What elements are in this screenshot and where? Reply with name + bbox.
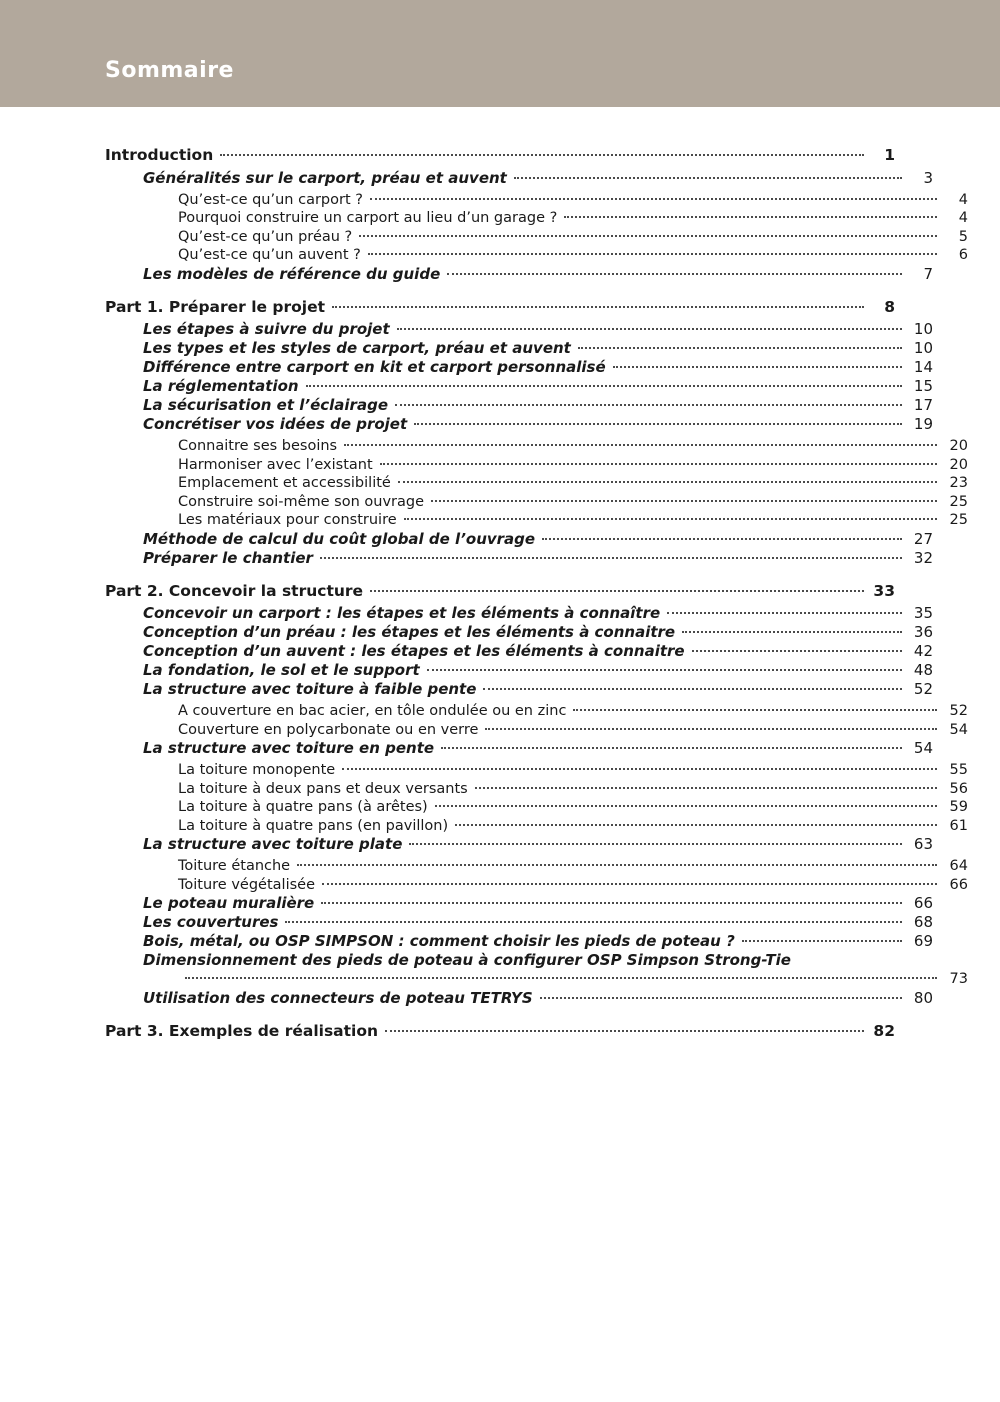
toc-leader-dots [682, 630, 902, 633]
toc-entry[interactable] [105, 859, 968, 874]
toc-entry-label: Toiture étanche [178, 858, 291, 874]
toc-entry-page-number: 8 [884, 297, 895, 316]
toc-entry-label: Concrétiser vos idées de projet [143, 415, 408, 433]
toc-entry[interactable] [105, 704, 968, 719]
toc-entry-label: Introduction [105, 146, 214, 164]
toc-entry-page-number: 69 [913, 932, 933, 950]
toc-leader-dots [398, 480, 937, 483]
toc-entry-page-number: 25 [949, 493, 968, 510]
toc-leader-dots [342, 767, 937, 770]
toc-entry[interactable] [105, 723, 968, 738]
toc-entry-page-number: 17 [913, 396, 933, 414]
toc-entry-page-number: 73 [949, 971, 968, 987]
toc-entry-label: Emplacement et accessibilité [178, 475, 391, 491]
toc-entry-page-number: 52 [949, 703, 968, 719]
toc-entry-page-number: 20 [949, 456, 968, 473]
toc-entry[interactable] [105, 837, 933, 852]
toc-entry-page-number: 66 [949, 876, 968, 893]
toc-entry[interactable] [105, 211, 968, 226]
toc-entry-page-number: 23 [949, 475, 968, 491]
toc-entry[interactable] [105, 741, 933, 756]
toc-leader-dots [370, 589, 864, 592]
toc-entry[interactable] [105, 915, 933, 930]
toc-leader-dots [578, 346, 902, 349]
toc-entry[interactable] [105, 398, 933, 413]
toc-leader-dots [385, 1029, 864, 1032]
toc-entry-label: Les modèles de référence du guide [143, 264, 441, 283]
toc-entry-label: A couverture en bac acier, en tôle ondulée ou en zinc [178, 703, 567, 719]
toc-entry-label: Qu’est-ce qu’un préau ? [178, 228, 353, 245]
toc-leader-dots [483, 687, 902, 690]
toc-entry[interactable] [105, 878, 968, 893]
toc-entry-label: Les étapes à suivre du projet [143, 320, 390, 338]
toc-entry-page-number: 33 [873, 581, 895, 600]
toc-entry-page-number: 66 [913, 894, 933, 912]
toc-leader-dots [514, 176, 902, 179]
toc-entry-label: Les matériaux pour construire [178, 512, 397, 528]
toc-entry-label: Connaitre ses besoins [178, 438, 338, 454]
toc-leader-dots [414, 422, 902, 425]
toc-entry-label: Différence entre carport en kit et carport personnalisé [143, 358, 606, 376]
toc-leader-dots [320, 556, 902, 559]
table-of-contents [105, 146, 968, 1040]
toc-entry[interactable] [105, 168, 933, 187]
toc-entry-page-number: 68 [913, 913, 933, 931]
toc-leader-dots [368, 252, 937, 255]
toc-entry-page-number: 20 [949, 438, 968, 454]
toc-leader-dots [431, 499, 937, 502]
toc-entry[interactable] [105, 379, 933, 394]
toc-entry-label: Qu’est-ce qu’un auvent ? [178, 247, 361, 263]
toc-entry[interactable] [105, 341, 933, 356]
toc-leader-dots [332, 305, 864, 308]
toc-entry-page-number: 35 [913, 604, 933, 622]
toc-leader-dots [564, 215, 937, 218]
toc-entry-label: La réglementation [143, 377, 299, 395]
toc-leader-dots [573, 708, 937, 711]
toc-leader-dots [441, 746, 902, 749]
toc-entry-page-number: 4 [958, 210, 968, 226]
toc-entry[interactable] [105, 782, 968, 797]
toc-entry[interactable] [105, 953, 933, 968]
toc-leader-dots [321, 901, 902, 904]
header-band [0, 0, 1000, 107]
toc-leader-dots [447, 272, 902, 275]
toc-entry-label: Part 2. Concevoir la structure [105, 581, 364, 600]
toc-entry-label: Conception d’un auvent : les étapes et les éléments à connaitre [143, 642, 685, 660]
toc-entry-label: Le poteau muralière [143, 894, 315, 912]
toc-entry[interactable] [105, 264, 933, 283]
toc-entry-label: Concevoir un carport : les étapes et les éléments à connaître [143, 604, 661, 622]
toc-entry-label: Conception d’un préau : les étapes et les éléments à connaitre [143, 623, 676, 641]
toc-entry[interactable] [105, 476, 968, 491]
toc-leader-dots [297, 863, 937, 866]
toc-entry-label: Les couvertures [143, 913, 279, 931]
toc-entry-label: Préparer le chantier [143, 548, 313, 567]
toc-entry-label: Bois, métal, ou OSP SIMPSON : comment choisir les pieds de poteau ? [143, 932, 735, 950]
toc-leader-dots [540, 996, 902, 999]
toc-entry[interactable] [105, 248, 968, 263]
toc-entry-label: Qu’est-ce qu’un carport ? [178, 191, 363, 208]
toc-leader-dots [667, 611, 902, 614]
toc-entry-label: Couverture en polycarbonate ou en verre [178, 721, 479, 738]
toc-entry-label: La toiture à quatre pans (à arêtes) [178, 799, 428, 815]
toc-leader-dots [404, 517, 937, 520]
toc-entry-page-number: 25 [949, 512, 968, 528]
toc-entry[interactable] [105, 644, 933, 659]
toc-entry-page-number: 14 [913, 358, 933, 376]
toc-entry-page-number: 64 [949, 858, 968, 874]
toc-entry-page-number: 6 [958, 247, 968, 263]
toc-entry-page-number: 54 [949, 721, 968, 738]
toc-entry[interactable] [105, 1021, 895, 1040]
page-title: Sommaire [105, 58, 234, 83]
toc-entry[interactable] [105, 360, 933, 375]
toc-entry-label: La sécurisation et l’éclairage [143, 396, 388, 414]
toc-entry[interactable] [105, 896, 933, 911]
toc-entry-page-number: 36 [913, 623, 933, 641]
toc-entry[interactable] [105, 663, 933, 678]
toc-entry[interactable] [105, 548, 933, 567]
toc-entry-page-number: 52 [913, 680, 933, 698]
toc-entry-label: La structure avec toiture en pente [143, 739, 435, 757]
toc-leader-dots [542, 537, 902, 540]
toc-entry-page-number: 56 [949, 780, 968, 797]
toc-entry-label: Dimensionnement des pieds de poteau à configurer OSP Simpson Strong-Tie [143, 951, 791, 969]
toc-entry[interactable] [105, 513, 968, 528]
toc-entry[interactable] [105, 495, 968, 510]
toc-entry[interactable] [105, 297, 895, 316]
toc-entry-page-number: 59 [949, 799, 968, 815]
toc-entry-page-number: 10 [913, 320, 933, 338]
toc-entry-page-number: 63 [913, 835, 933, 853]
toc-entry-label: Pourquoi construire un carport au lieu d’un garage ? [178, 210, 558, 226]
toc-entry-page-number: 5 [958, 228, 968, 245]
toc-entry[interactable] [105, 193, 968, 208]
toc-entry-page-number: 7 [923, 264, 933, 283]
toc-entry[interactable] [105, 625, 933, 640]
toc-leader-dots [742, 939, 902, 942]
toc-entry-label: Généralités sur le carport, préau et auvent [143, 168, 507, 187]
toc-entry[interactable] [105, 529, 933, 548]
toc-leader-dots [306, 384, 902, 387]
toc-entry-page-number: 42 [913, 642, 933, 660]
toc-entry-page-number: 55 [949, 762, 968, 778]
toc-entry-label: Part 3. Exemples de réalisation [105, 1021, 379, 1040]
toc-entry[interactable] [105, 763, 968, 778]
toc-entry-label: Méthode de calcul du coût global de l’ouvrage [143, 529, 536, 548]
toc-entry[interactable] [105, 458, 968, 473]
toc-entry-label: Harmoniser avec l’existant [178, 456, 373, 473]
toc-entry-page-number: 10 [913, 339, 933, 357]
toc-entry-label: La toiture à deux pans et deux versants [178, 780, 468, 797]
toc-leader-dots [344, 443, 937, 446]
toc-entry[interactable] [105, 417, 933, 432]
toc-entry-page-number: 1 [884, 146, 895, 164]
toc-entry-page-number: 19 [913, 415, 933, 433]
toc-entry-label: La toiture à quatre pans (en pavillon) [178, 817, 449, 834]
toc-entry[interactable] [105, 800, 968, 815]
toc-entry-label: Construire soi-même son ouvrage [178, 493, 425, 510]
toc-entry[interactable] [105, 988, 933, 1007]
toc-entry[interactable] [105, 439, 968, 454]
toc-entry-page-number: 61 [949, 817, 968, 834]
toc-entry[interactable] [105, 682, 933, 697]
toc-entry-label: Les types et les styles de carport, préau et auvent [143, 339, 571, 357]
toc-leader-dots [692, 649, 902, 652]
toc-entry-label: Toiture végétalisée [178, 876, 315, 893]
toc-leader-dots [370, 197, 937, 200]
toc-entry-label: La structure avec toiture plate [143, 835, 403, 853]
toc-leader-dots [285, 920, 902, 923]
toc-leader-dots [435, 804, 937, 807]
toc-leader-dots [395, 403, 902, 406]
toc-leader-dots [185, 976, 937, 979]
toc-entry-page-number: 80 [913, 988, 933, 1007]
toc-entry-label: La structure avec toiture à faible pente [143, 680, 477, 698]
toc-entry-page-number: 3 [923, 168, 933, 187]
toc-entry-page-number: 15 [913, 377, 933, 395]
toc-entry-page-number: 32 [913, 548, 933, 567]
toc-entry-page-number: 54 [913, 739, 933, 757]
toc-entry[interactable] [105, 819, 968, 834]
toc-entry[interactable] [105, 322, 933, 337]
toc-leader-dots [427, 668, 902, 671]
toc-leader-dots [455, 823, 937, 826]
toc-leader-dots [397, 327, 902, 330]
toc-entry-page-number: 48 [913, 661, 933, 679]
toc-leader-dots [409, 842, 902, 845]
toc-leader-dots [359, 234, 937, 237]
toc-entry-page-number: 27 [913, 529, 933, 548]
toc-entry[interactable] [105, 581, 895, 600]
toc-entry-label: La toiture monopente [178, 762, 336, 778]
toc-leader-dots [613, 365, 902, 368]
toc-leader-dots [322, 882, 937, 885]
toc-leader-dots [475, 786, 937, 789]
toc-leader-dots [485, 727, 937, 730]
toc-entry-page-number: 82 [873, 1021, 895, 1040]
toc-entry[interactable] [105, 972, 968, 987]
toc-entry[interactable] [105, 230, 968, 245]
toc-entry[interactable] [105, 934, 933, 949]
toc-entry-page-number: 4 [958, 191, 968, 208]
toc-leader-dots [380, 462, 937, 465]
toc-entry-label: La fondation, le sol et le support [143, 661, 420, 679]
toc-entry-label: Utilisation des connecteurs de poteau TETRYS [143, 988, 533, 1007]
toc-leader-dots [220, 153, 864, 156]
toc-entry[interactable] [105, 606, 933, 621]
toc-entry[interactable] [105, 148, 895, 164]
toc-entry-label: Part 1. Préparer le projet [105, 297, 326, 316]
